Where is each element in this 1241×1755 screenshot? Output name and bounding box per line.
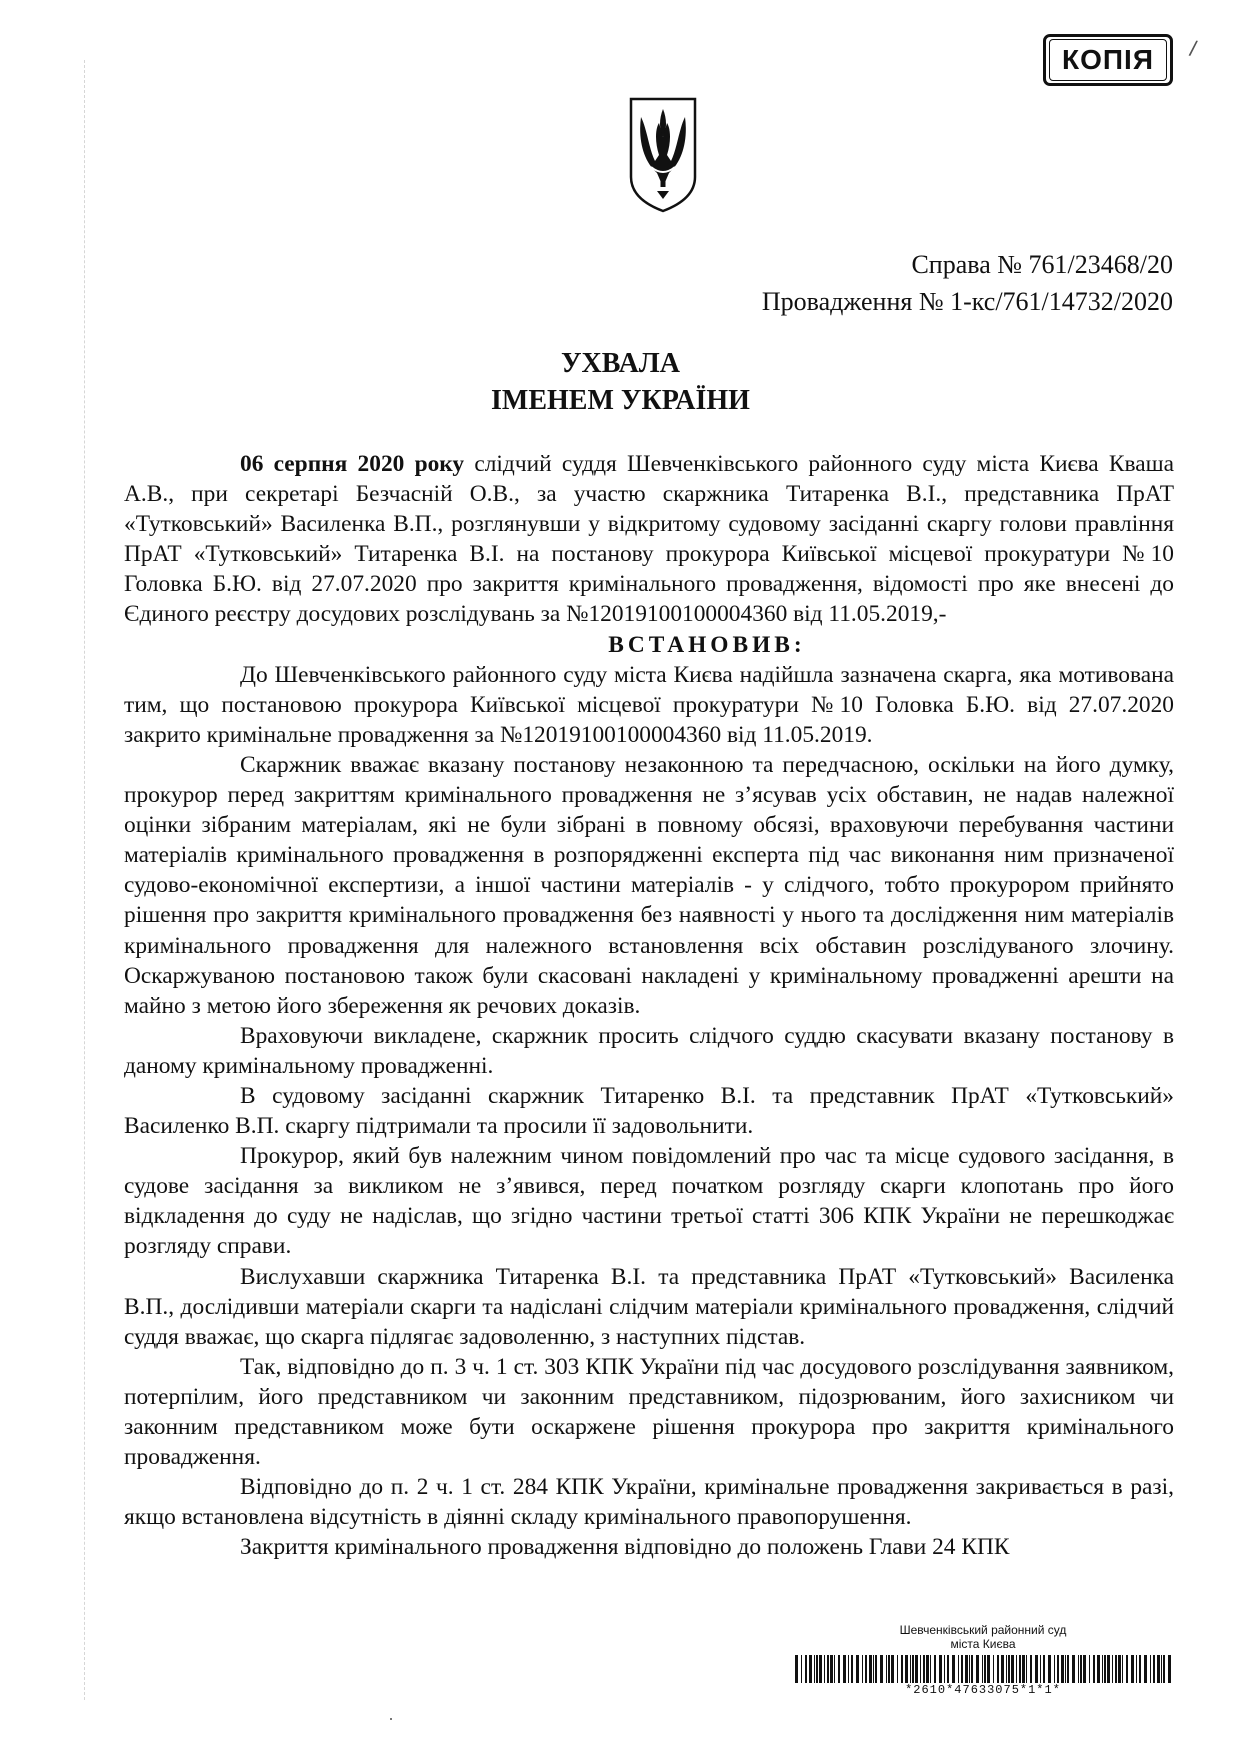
paragraph: В судовому засіданні скаржник Титаренко В.І. та представник ПрАТ «Тутковський» Василенко В.П. скаргу підтримали та просили її задовольнити. <box>124 1082 1174 1140</box>
scan-speck <box>390 1718 392 1720</box>
barcode-icon <box>793 1655 1173 1683</box>
barcode-number: *2610*47633075*1*1* <box>905 1683 1061 1697</box>
document-title: УХВАЛА <box>561 348 680 379</box>
ruling-date: 06 серпня 2020 року <box>240 451 465 477</box>
paragraph: Вислухавши скаржника Титаренка В.І. та представника ПрАТ «Тутковський» Василенка В.П., дослідивши матеріали скарги та надіслані слідчим матеріали кримінального провадження, слідчий суддя вважає, що скарга підлягає задоволенню, з наступних підстав. <box>124 1263 1174 1350</box>
trident-coat-of-arms-icon <box>627 95 699 215</box>
scan-edge-line <box>84 60 86 1700</box>
intro-text: слідчий суддя Шевченківського районного суду міста Києва Кваша А.В., при секретарі Безчасній О.В., за участю скаржника Титаренка В.І., представника ПрАТ «Тутковський» Василенка В.П., розглянувши у відкритому судовому засіданні скаргу голови правління ПрАТ «Тутковський» Титаренка В.І. на постанову прокурора Київської місцевої прокуратури №10 Головка Б.Ю. від 27.07.2020 про закриття кримінального провадження, відомості про яке внесені до Єдиного реєстру досудових розслідувань за №12019100100004360 від 11.05.2019,- <box>124 451 1174 628</box>
paragraph: Прокурор, який був належним чином повідомлений про час та місце судового засідання, в судове засідання за викликом не з’явився, перед початком розгляду скарги клопотань про його відкладення до суду не надіслав, що згідно частини третьої статті 306 КПК України не перешкоджає розгляду справи. <box>124 1143 1174 1260</box>
paragraph: Так, відповідно до п. 3 ч. 1 ст. 303 КПК України під час досудового розслідування заявником, потерпілим, його представником чи законним представником, підозрюваним, його захисником чи законним представником може бути оскаржене рішення прокурора про закриття кримінального провадження. <box>124 1353 1174 1471</box>
footer-court-name: Шевченківський районний суд <box>899 1623 1067 1637</box>
pen-mark: / <box>1187 35 1199 62</box>
document-subtitle: ІМЕНЕМ УКРАЇНИ <box>491 385 750 416</box>
paragraph: Відповідно до п. 2 ч. 1 ст. 284 КПК України, кримінальне провадження закривається в разі, якщо встановлена відсутність в діянні складу кримінального правопорушення. <box>124 1474 1174 1531</box>
copy-stamp <box>1043 34 1173 86</box>
paragraph: Закриття кримінального провадження відповідно до положень Глави 24 КПК <box>240 1534 1010 1561</box>
copy-stamp-label: КОПІЯ <box>1049 39 1167 81</box>
paragraph: Враховуючи викладене, скаржник просить слідчого суддю скасувати вказану постанову в даному кримінальному провадженні. <box>124 1022 1174 1079</box>
ruling-body <box>124 449 1174 1562</box>
paragraph: До Шевченківського районного суду міста Києва надійшла зазначена скарга, яка мотивована тим, що постановою прокурора Київської місцевої прокуратури №10 Головка Б.Ю. від 27.07.2020 закрито кримінальне провадження за №12019100100004360 від 11.05.2019. <box>124 661 1174 748</box>
court-barcode-footer <box>788 1623 1178 1697</box>
footer-court-city: міста Києва <box>950 1637 1016 1651</box>
paragraph: Скаржник вважає вказану постанову незаконною та передчасною, оскільки на його думку, прокурор перед закриттям кримінального провадження не з’ясував усіх обставин, не надав належної оцінки зібраним матеріалам, які не були зібрані в повному обсязі, враховуючи перебування частини матеріалів кримінального провадження в розпорядженні експерта під час виконання ним призначеної судово-економічної експертизи, а іншої частини матеріалів - у слідчого, тобто прокурором прийнято рішення про закриття кримінального провадження без наявності у нього та дослідження ним матеріалів кримінального провадження для належного встановлення всіх обставин розслідуваного злочину. Оскаржуваною постановою також були скасовані накладені у кримінальному провадженні арешти на майно з метою його збереження як речових доказів. <box>124 751 1174 1019</box>
case-number: Справа № 761/23468/20 <box>911 250 1173 279</box>
case-info <box>762 246 1173 320</box>
proceeding-number: Провадження № 1-кс/761/14732/2020 <box>761 287 1173 316</box>
established-heading: ВСТАНОВИВ: <box>608 631 806 658</box>
intro-paragraph <box>124 449 1174 630</box>
